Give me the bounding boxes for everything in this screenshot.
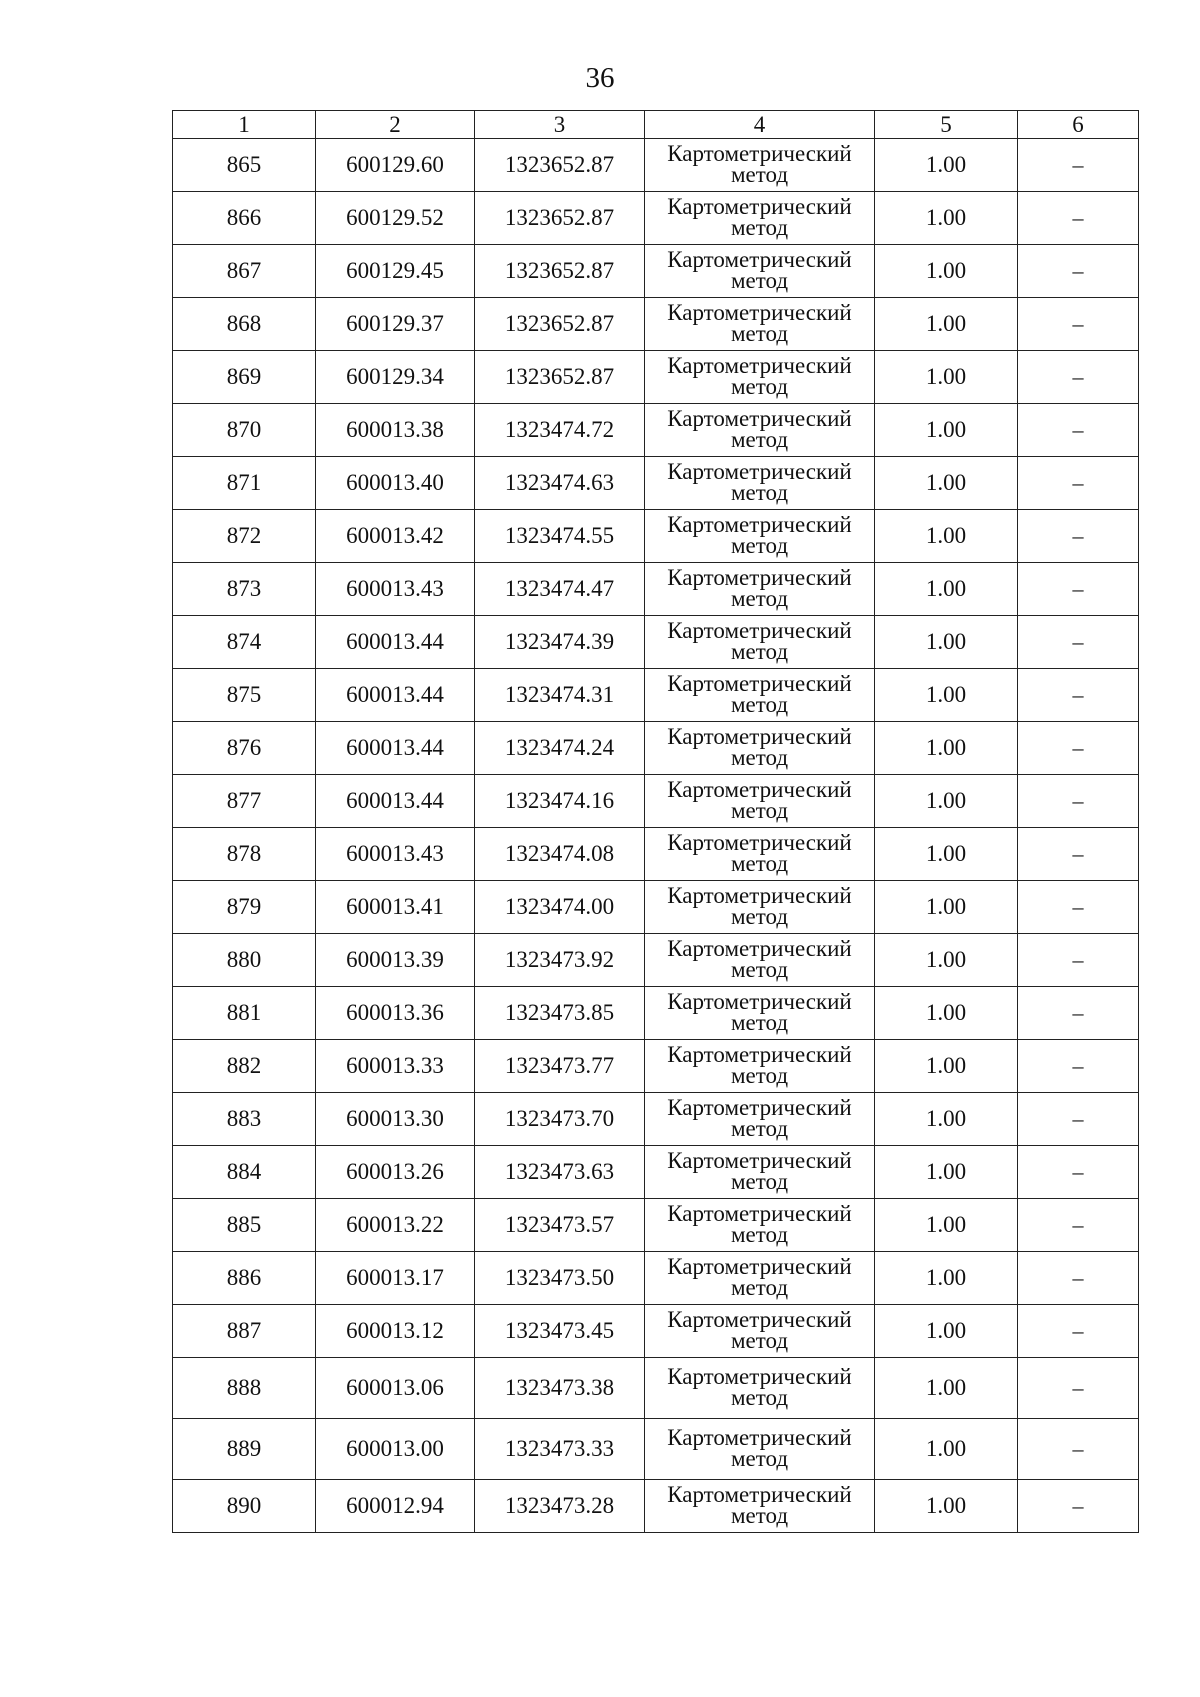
cell-point-number: 886 [173, 1252, 316, 1305]
cell-point-number: 884 [173, 1146, 316, 1199]
cell-note: – [1018, 192, 1139, 245]
method-line-2: метод [730, 585, 789, 611]
cell-x-coordinate: 600013.30 [316, 1093, 475, 1146]
cell-method [645, 139, 875, 192]
cell-x-coordinate: 600013.00 [316, 1419, 475, 1480]
method-line-2: метод [730, 426, 789, 452]
cell-point-number: 870 [173, 404, 316, 457]
cell-point-number: 874 [173, 616, 316, 669]
cell-y-coordinate: 1323652.87 [475, 298, 645, 351]
table-row [173, 722, 1139, 775]
cell-x-coordinate: 600013.06 [316, 1358, 475, 1419]
cell-precision: 1.00 [875, 828, 1018, 881]
cell-x-coordinate: 600013.38 [316, 404, 475, 457]
method-line-1: Картометрический [667, 511, 852, 537]
cell-note: – [1018, 775, 1139, 828]
cell-x-coordinate: 600013.26 [316, 1146, 475, 1199]
cell-y-coordinate: 1323652.87 [475, 192, 645, 245]
cell-y-coordinate: 1323474.16 [475, 775, 645, 828]
cell-y-coordinate: 1323474.08 [475, 828, 645, 881]
cell-precision: 1.00 [875, 1199, 1018, 1252]
cell-y-coordinate: 1323652.87 [475, 139, 645, 192]
cell-point-number: 889 [173, 1419, 316, 1480]
table-row [173, 139, 1139, 192]
table-row [173, 245, 1139, 298]
cell-x-coordinate: 600013.17 [316, 1252, 475, 1305]
cell-y-coordinate: 1323473.28 [475, 1480, 645, 1533]
cell-y-coordinate: 1323474.47 [475, 563, 645, 616]
cell-precision: 1.00 [875, 669, 1018, 722]
method-line-1: Картометрический [667, 988, 852, 1014]
table-header [173, 111, 1139, 139]
cell-precision: 1.00 [875, 1146, 1018, 1199]
cell-method [645, 1199, 875, 1252]
method-line-1: Картометрический [667, 246, 852, 272]
cell-precision: 1.00 [875, 351, 1018, 404]
cell-note: – [1018, 934, 1139, 987]
cell-x-coordinate: 600013.44 [316, 616, 475, 669]
cell-x-coordinate: 600013.44 [316, 775, 475, 828]
cell-method [645, 351, 875, 404]
cell-method [645, 1305, 875, 1358]
cell-x-coordinate: 600013.39 [316, 934, 475, 987]
method-line-1: Картометрический [667, 140, 852, 166]
cell-x-coordinate: 600013.33 [316, 1040, 475, 1093]
cell-precision: 1.00 [875, 457, 1018, 510]
cell-method [645, 404, 875, 457]
method-line-1: Картометрический [667, 193, 852, 219]
cell-x-coordinate: 600013.44 [316, 722, 475, 775]
cell-point-number: 877 [173, 775, 316, 828]
cell-point-number: 873 [173, 563, 316, 616]
method-line-1: Картометрический [667, 1481, 852, 1507]
method-line-2: метод [730, 161, 789, 187]
method-line-2: метод [730, 1221, 789, 1247]
cell-method [645, 1252, 875, 1305]
cell-method [645, 987, 875, 1040]
table-row [173, 1093, 1139, 1146]
cell-y-coordinate: 1323473.77 [475, 1040, 645, 1093]
cell-precision: 1.00 [875, 1040, 1018, 1093]
method-line-2: метод [730, 1502, 789, 1528]
column-header-3: 3 [475, 111, 645, 139]
cell-method [645, 934, 875, 987]
cell-note: – [1018, 828, 1139, 881]
cell-x-coordinate: 600012.94 [316, 1480, 475, 1533]
table-row [173, 1199, 1139, 1252]
method-line-2: метод [730, 691, 789, 717]
cell-note: – [1018, 616, 1139, 669]
cell-note: – [1018, 457, 1139, 510]
table-row [173, 298, 1139, 351]
table-row [173, 1480, 1139, 1533]
table-row [173, 828, 1139, 881]
method-line-2: метод [730, 1115, 789, 1141]
table-row [173, 881, 1139, 934]
cell-point-number: 875 [173, 669, 316, 722]
cell-note: – [1018, 1305, 1139, 1358]
cell-method [645, 298, 875, 351]
cell-point-number: 867 [173, 245, 316, 298]
method-line-1: Картометрический [667, 829, 852, 855]
cell-point-number: 887 [173, 1305, 316, 1358]
cell-note: – [1018, 1419, 1139, 1480]
cell-method [645, 192, 875, 245]
cell-note: – [1018, 139, 1139, 192]
header-row [173, 111, 1139, 139]
cell-method [645, 510, 875, 563]
method-line-1: Картометрический [667, 458, 852, 484]
cell-y-coordinate: 1323473.70 [475, 1093, 645, 1146]
cell-x-coordinate: 600129.45 [316, 245, 475, 298]
cell-note: – [1018, 1252, 1139, 1305]
table-row [173, 987, 1139, 1040]
table-row [173, 775, 1139, 828]
cell-y-coordinate: 1323652.87 [475, 245, 645, 298]
table-row [173, 1040, 1139, 1093]
cell-point-number: 880 [173, 934, 316, 987]
method-line-1: Картометрический [667, 935, 852, 961]
cell-precision: 1.00 [875, 1093, 1018, 1146]
method-line-2: метод [730, 532, 789, 558]
cell-precision: 1.00 [875, 1419, 1018, 1480]
cell-note: – [1018, 1199, 1139, 1252]
table-row [173, 1146, 1139, 1199]
cell-precision: 1.00 [875, 563, 1018, 616]
table-row [173, 351, 1139, 404]
column-header-4: 4 [645, 111, 875, 139]
method-line-1: Картометрический [667, 882, 852, 908]
cell-x-coordinate: 600013.12 [316, 1305, 475, 1358]
cell-point-number: 866 [173, 192, 316, 245]
cell-method [645, 1146, 875, 1199]
table-row [173, 510, 1139, 563]
cell-y-coordinate: 1323473.57 [475, 1199, 645, 1252]
cell-point-number: 876 [173, 722, 316, 775]
cell-point-number: 871 [173, 457, 316, 510]
table-row [173, 563, 1139, 616]
cell-x-coordinate: 600129.52 [316, 192, 475, 245]
cell-note: – [1018, 881, 1139, 934]
cell-method [645, 1040, 875, 1093]
cell-precision: 1.00 [875, 298, 1018, 351]
cell-note: – [1018, 1093, 1139, 1146]
cell-point-number: 865 [173, 139, 316, 192]
cell-precision: 1.00 [875, 139, 1018, 192]
cell-y-coordinate: 1323474.55 [475, 510, 645, 563]
cell-point-number: 890 [173, 1480, 316, 1533]
column-header-1: 1 [173, 111, 316, 139]
method-line-1: Картометрический [667, 1424, 852, 1450]
method-line-2: метод [730, 1327, 789, 1353]
cell-x-coordinate: 600013.42 [316, 510, 475, 563]
cell-point-number: 869 [173, 351, 316, 404]
method-line-2: метод [730, 850, 789, 876]
cell-precision: 1.00 [875, 1305, 1018, 1358]
cell-method [645, 1358, 875, 1419]
cell-x-coordinate: 600013.41 [316, 881, 475, 934]
cell-point-number: 883 [173, 1093, 316, 1146]
cell-note: – [1018, 669, 1139, 722]
cell-x-coordinate: 600129.34 [316, 351, 475, 404]
method-line-2: метод [730, 903, 789, 929]
method-line-1: Картометрический [667, 352, 852, 378]
method-line-1: Картометрический [667, 723, 852, 749]
method-line-2: метод [730, 638, 789, 664]
cell-y-coordinate: 1323474.39 [475, 616, 645, 669]
cell-precision: 1.00 [875, 510, 1018, 563]
cell-precision: 1.00 [875, 1252, 1018, 1305]
cell-method [645, 775, 875, 828]
cell-precision: 1.00 [875, 987, 1018, 1040]
method-line-2: метод [730, 1009, 789, 1035]
cell-y-coordinate: 1323473.63 [475, 1146, 645, 1199]
cell-point-number: 882 [173, 1040, 316, 1093]
coordinates-table [172, 110, 1139, 1533]
cell-precision: 1.00 [875, 934, 1018, 987]
cell-precision: 1.00 [875, 1480, 1018, 1533]
table-row [173, 1252, 1139, 1305]
cell-y-coordinate: 1323473.45 [475, 1305, 645, 1358]
cell-x-coordinate: 600013.43 [316, 828, 475, 881]
method-line-1: Картометрический [667, 1306, 852, 1332]
cell-precision: 1.00 [875, 192, 1018, 245]
cell-y-coordinate: 1323473.85 [475, 987, 645, 1040]
table-row [173, 192, 1139, 245]
cell-point-number: 888 [173, 1358, 316, 1419]
cell-x-coordinate: 600013.22 [316, 1199, 475, 1252]
method-line-1: Картометрический [667, 1094, 852, 1120]
method-line-1: Картометрический [667, 1253, 852, 1279]
cell-method [645, 245, 875, 298]
cell-y-coordinate: 1323473.50 [475, 1252, 645, 1305]
cell-y-coordinate: 1323474.00 [475, 881, 645, 934]
cell-method [645, 1480, 875, 1533]
cell-point-number: 878 [173, 828, 316, 881]
cell-point-number: 885 [173, 1199, 316, 1252]
cell-point-number: 879 [173, 881, 316, 934]
cell-method [645, 828, 875, 881]
method-line-1: Картометрический [667, 1363, 852, 1389]
method-line-1: Картометрический [667, 1200, 852, 1226]
cell-method [645, 457, 875, 510]
cell-point-number: 881 [173, 987, 316, 1040]
method-line-2: метод [730, 267, 789, 293]
cell-x-coordinate: 600129.37 [316, 298, 475, 351]
cell-note: – [1018, 510, 1139, 563]
cell-precision: 1.00 [875, 775, 1018, 828]
method-line-1: Картометрический [667, 617, 852, 643]
cell-note: – [1018, 1358, 1139, 1419]
method-line-1: Картометрический [667, 1041, 852, 1067]
method-line-2: метод [730, 1168, 789, 1194]
cell-note: – [1018, 563, 1139, 616]
cell-precision: 1.00 [875, 722, 1018, 775]
cell-y-coordinate: 1323474.24 [475, 722, 645, 775]
cell-precision: 1.00 [875, 404, 1018, 457]
method-line-1: Картометрический [667, 1147, 852, 1173]
method-line-2: метод [730, 320, 789, 346]
method-line-2: метод [730, 797, 789, 823]
cell-y-coordinate: 1323474.72 [475, 404, 645, 457]
method-line-2: метод [730, 479, 789, 505]
cell-method [645, 563, 875, 616]
method-line-2: метод [730, 214, 789, 240]
cell-x-coordinate: 600129.60 [316, 139, 475, 192]
cell-method [645, 1093, 875, 1146]
method-line-1: Картометрический [667, 564, 852, 590]
cell-y-coordinate: 1323474.63 [475, 457, 645, 510]
cell-note: – [1018, 245, 1139, 298]
cell-note: – [1018, 987, 1139, 1040]
method-line-2: метод [730, 1445, 789, 1471]
cell-point-number: 868 [173, 298, 316, 351]
column-header-6: 6 [1018, 111, 1139, 139]
cell-note: – [1018, 1040, 1139, 1093]
cell-y-coordinate: 1323652.87 [475, 351, 645, 404]
cell-precision: 1.00 [875, 245, 1018, 298]
cell-y-coordinate: 1323473.92 [475, 934, 645, 987]
method-line-2: метод [730, 1274, 789, 1300]
method-line-2: метод [730, 744, 789, 770]
cell-note: – [1018, 1146, 1139, 1199]
cell-y-coordinate: 1323474.31 [475, 669, 645, 722]
method-line-1: Картометрический [667, 299, 852, 325]
cell-note: – [1018, 404, 1139, 457]
method-line-2: метод [730, 373, 789, 399]
method-line-1: Картометрический [667, 670, 852, 696]
table-row [173, 669, 1139, 722]
cell-note: – [1018, 722, 1139, 775]
cell-method [645, 881, 875, 934]
cell-note: – [1018, 298, 1139, 351]
cell-x-coordinate: 600013.43 [316, 563, 475, 616]
cell-point-number: 872 [173, 510, 316, 563]
table-row [173, 1358, 1139, 1419]
method-line-2: метод [730, 1384, 789, 1410]
cell-precision: 1.00 [875, 1358, 1018, 1419]
column-header-2: 2 [316, 111, 475, 139]
cell-x-coordinate: 600013.36 [316, 987, 475, 1040]
method-line-2: метод [730, 956, 789, 982]
table-row [173, 1305, 1139, 1358]
cell-y-coordinate: 1323473.38 [475, 1358, 645, 1419]
page-number: 36 [585, 62, 615, 94]
method-line-1: Картометрический [667, 776, 852, 802]
table-row [173, 616, 1139, 669]
table-row [173, 404, 1139, 457]
method-line-2: метод [730, 1062, 789, 1088]
cell-note: – [1018, 1480, 1139, 1533]
method-line-1: Картометрический [667, 405, 852, 431]
cell-x-coordinate: 600013.44 [316, 669, 475, 722]
cell-method [645, 722, 875, 775]
cell-x-coordinate: 600013.40 [316, 457, 475, 510]
cell-method [645, 616, 875, 669]
cell-note: – [1018, 351, 1139, 404]
cell-method [645, 669, 875, 722]
table-row [173, 1419, 1139, 1480]
column-header-5: 5 [875, 111, 1018, 139]
cell-precision: 1.00 [875, 881, 1018, 934]
cell-precision: 1.00 [875, 616, 1018, 669]
cell-y-coordinate: 1323473.33 [475, 1419, 645, 1480]
table-row [173, 457, 1139, 510]
table-body [173, 139, 1139, 1533]
cell-method [645, 1419, 875, 1480]
table-row [173, 934, 1139, 987]
